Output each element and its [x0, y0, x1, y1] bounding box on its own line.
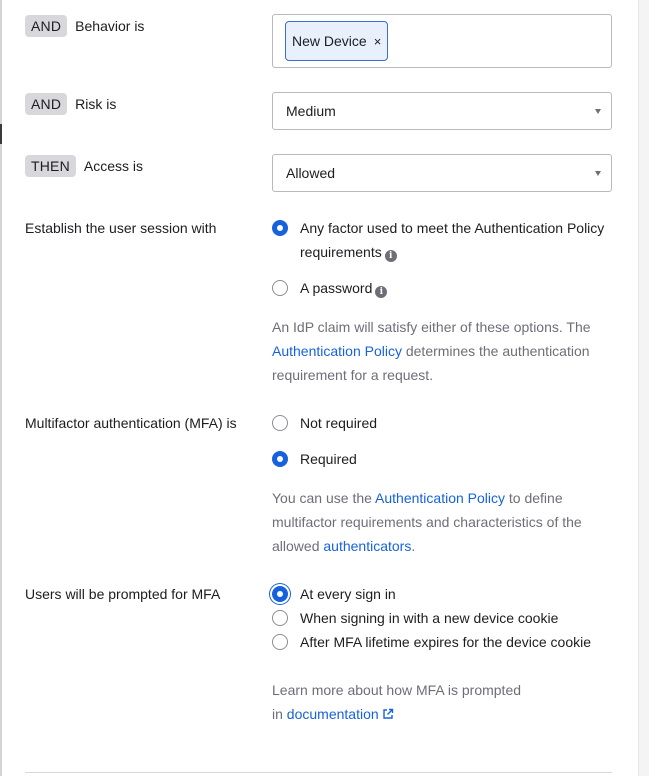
access-select-value: Allowed — [286, 165, 336, 181]
scrollbar[interactable] — [638, 0, 649, 776]
prompt-option-new-device-cookie[interactable] — [272, 606, 610, 630]
radio-button[interactable] — [272, 451, 288, 467]
help-text: to define multifactor requirements and characteristics of the allowed — [272, 490, 582, 554]
behavior-tag — [285, 21, 388, 61]
access-select[interactable] — [272, 154, 612, 192]
session-help-text — [272, 315, 617, 387]
authentication-policy-link[interactable]: Authentication Policy — [272, 343, 402, 359]
left-edge-marker — [0, 124, 2, 144]
condition-label: Behavior is — [75, 18, 145, 34]
radio-button[interactable] — [272, 280, 288, 296]
option-label: When signing in with a new device cookie — [300, 610, 559, 626]
condition-label: Access is — [83, 158, 144, 174]
condition-label: Risk is — [75, 96, 117, 112]
authentication-policy-link[interactable]: Authentication Policy — [375, 490, 505, 506]
mfa-help-text — [272, 486, 617, 558]
behavior-condition — [25, 15, 144, 37]
prompt-option-mfa-lifetime[interactable] — [272, 630, 635, 654]
mfa-option-required[interactable] — [272, 447, 610, 471]
help-text: You can use the — [272, 490, 376, 506]
tag-label: New Device — [292, 33, 367, 49]
keyword-badge: THEN — [25, 155, 76, 177]
help-text: in — [272, 706, 287, 722]
prompt-label: Users will be prompted for MFA — [25, 586, 221, 602]
keyword-badge: AND — [25, 93, 67, 115]
radio-button[interactable] — [272, 586, 288, 602]
radio-button[interactable] — [272, 610, 288, 626]
mfa-label: Multifactor authentication (MFA) is — [25, 415, 237, 431]
info-icon[interactable]: i — [385, 250, 397, 262]
chevron-down-icon — [595, 109, 601, 114]
help-text: An IdP claim will satisfy either of these options. The — [272, 319, 591, 335]
keyword-badge: AND — [25, 15, 67, 37]
access-condition — [25, 155, 143, 177]
option-label: After MFA lifetime expires for the device cookie — [300, 634, 592, 650]
risk-select-value: Medium — [286, 103, 336, 119]
help-text: determines the authentication requirement for a request. — [272, 343, 590, 383]
radio-button[interactable] — [272, 634, 288, 650]
info-icon[interactable]: i — [375, 286, 387, 298]
external-link-icon[interactable] — [382, 708, 394, 720]
risk-condition — [25, 93, 116, 115]
option-label: A password — [300, 280, 373, 296]
authenticators-link[interactable]: authenticators — [323, 538, 412, 554]
left-edge — [0, 0, 2, 776]
session-option-password[interactable] — [272, 276, 610, 300]
option-label: Not required — [300, 415, 378, 431]
prompt-option-every-sign-in[interactable] — [272, 582, 610, 606]
help-text: . — [411, 538, 416, 554]
radio-button[interactable] — [272, 220, 288, 236]
prompt-help-text — [272, 678, 617, 726]
tag-remove-icon[interactable]: × — [373, 33, 382, 49]
risk-select[interactable] — [272, 92, 612, 130]
mfa-option-not-required[interactable] — [272, 411, 610, 435]
behavior-tag-input[interactable] — [272, 14, 612, 68]
option-label: Any factor used to meet the Authentication Policy requirements — [300, 220, 605, 260]
chevron-down-icon — [595, 171, 601, 176]
section-divider — [25, 772, 612, 773]
option-label: At every sign in — [300, 586, 396, 602]
session-label: Establish the user session with — [25, 220, 217, 236]
radio-button[interactable] — [272, 415, 288, 431]
session-option-any-factor[interactable] — [272, 216, 610, 264]
documentation-link[interactable]: documentation — [286, 706, 379, 722]
help-text: Learn more about how MFA is prompted — [272, 682, 522, 698]
option-label: Required — [300, 451, 357, 467]
